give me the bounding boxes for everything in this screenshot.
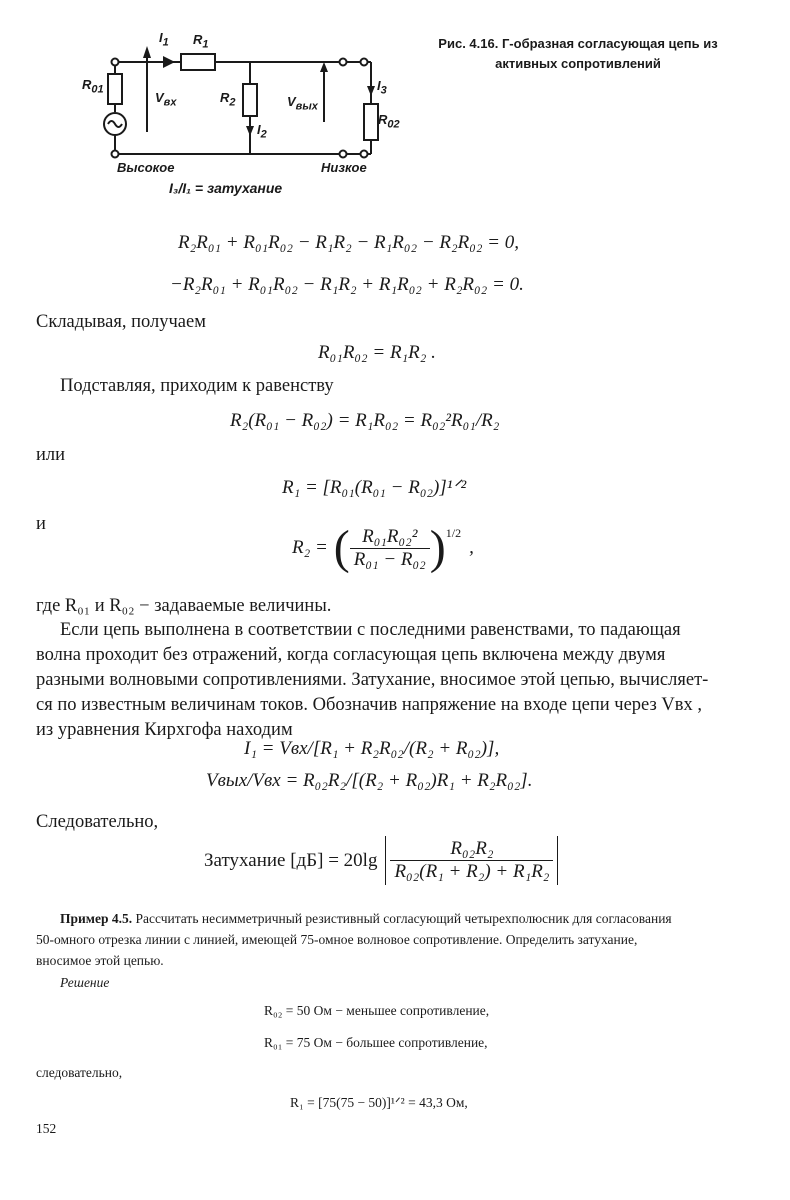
equation-6-fraction <box>350 526 430 571</box>
example-line1: Рассчитать несимметричный резистивный согласующий четырехполюсник для согласования <box>135 911 672 926</box>
figure-caption <box>418 34 738 74</box>
circuit-figure <box>75 22 405 207</box>
word-and: и <box>36 514 46 534</box>
solution-line1: R₀₂ = 50 Ом − меньшее сопротивление, <box>264 1003 490 1018</box>
equation-6 <box>292 521 474 574</box>
paren-right: ) <box>429 521 446 574</box>
label-r01: $R_{01}$ <box>82 77 104 96</box>
equation-9-fraction <box>390 838 553 883</box>
label-i3: $I_3$ <box>377 78 387 97</box>
label-low: Низкое <box>321 160 367 175</box>
resistor-r01 <box>108 74 122 104</box>
equation-9-numerator: R₀₂R₂ <box>390 838 553 861</box>
equation-6-lhs: R₂ = <box>292 537 328 558</box>
paragraph-main <box>36 618 756 743</box>
label-r1: $R_1$ <box>193 32 209 51</box>
example-title: Пример 4.5. <box>60 911 133 926</box>
paragraph-main-line1: Если цепь выполнена в соответствии с последними равенствами, то падающая <box>60 620 681 640</box>
label-high: Высокое <box>117 160 175 175</box>
solution-line3: следовательно, <box>36 1065 123 1080</box>
example-line3: вносимое этой цепью. <box>36 953 164 968</box>
label-r2: $R_2$ <box>220 90 236 109</box>
figure-caption-line1: Рис. 4.16. Г-образная согласующая цепь из <box>438 36 718 51</box>
equation-6-tail: , <box>469 537 474 558</box>
paragraph-therefore: Следовательно, <box>36 812 159 832</box>
paragraph-main-line3: разными волновыми сопротивлениями. Затухание, вносимое этой цепью, вычисляет- <box>36 670 709 690</box>
page-number: 152 <box>36 1121 57 1136</box>
example-block <box>60 908 760 929</box>
equation-1: R₂R₀₁ + R₀₁R₀₂ − R₁R₂ − R₁R₀₂ − R₂R₀₂ = 0, <box>178 232 519 253</box>
solution-line2: R₀₁ = 75 Ом − большее сопротивление, <box>264 1035 488 1050</box>
paragraph-main-line5: из уравнения Кирхгофа находим <box>36 720 293 740</box>
paragraph-where: где R₀₁ и R₀₂ − задаваемые величины. <box>36 596 332 616</box>
resistor-r02 <box>364 104 378 140</box>
label-attenuation-ratio: I₃/I₁ = затухание <box>169 180 283 196</box>
equation-9-brackets <box>385 836 558 885</box>
equation-6-denominator: R₀₁ − R₀₂ <box>353 548 426 570</box>
example-line2: 50-омного отрезка линии с линией, имеющей 75-омное волновое сопротивление. Определить затухание, <box>36 932 638 947</box>
resistor-r2 <box>243 84 257 116</box>
equation-6-exponent: 1/2 <box>445 526 462 540</box>
equation-9-lhs: Затухание [дБ] = 20lg <box>204 849 378 871</box>
solution-line4: R₁ = [75(75 − 50)]¹ᐟ² = 43,3 Ом, <box>290 1095 468 1110</box>
label-vin: $V_{вх}$ <box>155 90 177 109</box>
equation-3: R₀₁R₀₂ = R₁R₂ . <box>318 342 436 363</box>
equation-2: −R₂R₀₁ + R₀₁R₀₂ − R₁R₂ + R₁R₀₂ + R₂R₀₂ = 0. <box>170 274 524 295</box>
paragraph-summing: Складывая, получаем <box>36 312 206 332</box>
equation-4: R₂(R₀₁ − R₀₂) = R₁R₀₂ = R₀₂²R₀₁/R₂ <box>230 410 500 431</box>
word-or: или <box>36 445 66 465</box>
paragraph-main-line4: ся по известным величинам токов. Обозначив напряжение на входе цепи через Vвх , <box>36 695 703 715</box>
resistor-r1 <box>181 54 215 70</box>
solution-heading: Решение <box>60 975 110 990</box>
label-i1: $I_1$ <box>159 30 169 49</box>
label-vout: $V_{вых}$ <box>287 94 318 113</box>
equation-9 <box>204 836 558 885</box>
figure-caption-line2: активных сопротивлений <box>495 56 661 71</box>
paren-left: ( <box>333 521 350 574</box>
label-r02: $R_{02}$ <box>378 112 400 131</box>
label-i2: $I_2$ <box>257 122 267 141</box>
equation-7: I₁ = Vвх/[R₁ + R₂R₀₂/(R₂ + R₀₂)], <box>244 738 500 759</box>
equation-6-numerator: R₀₁R₀₂² <box>350 526 430 549</box>
paragraph-main-line2: волна проходит без отражений, когда согласующая цепь включена между двумя <box>36 645 666 665</box>
equation-8: Vвых/Vвх = R₀₂R₂/[(R₂ + R₀₂)R₁ + R₂R₀₂]. <box>206 770 533 791</box>
equation-9-denominator: R₀₂(R₁ + R₂) + R₁R₂ <box>394 861 550 882</box>
paragraph-substituting: Подставляя, приходим к равенству <box>60 376 334 396</box>
equation-5: R₁ = [R₀₁(R₀₁ − R₀₂)]¹ᐟ² <box>282 477 467 498</box>
